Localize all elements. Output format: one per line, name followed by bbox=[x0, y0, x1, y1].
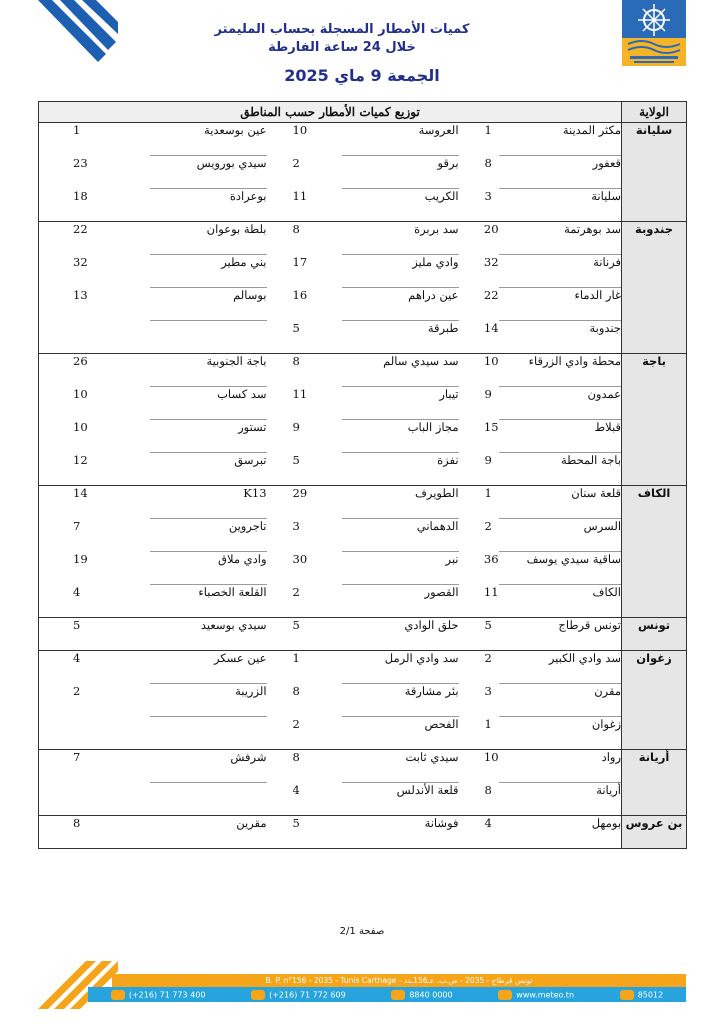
station-name: زغوان bbox=[499, 717, 622, 750]
station-name: السرس bbox=[499, 519, 622, 552]
station-name: قبلاط bbox=[499, 420, 622, 453]
station-name: قلعة الأندلس bbox=[342, 783, 459, 816]
table-row bbox=[39, 585, 687, 618]
station-name: الفحص bbox=[342, 717, 459, 750]
station-name: نبر bbox=[342, 552, 459, 585]
station-name: فوشانة bbox=[342, 816, 459, 849]
table-row bbox=[39, 552, 687, 585]
station-name: K13 bbox=[150, 486, 267, 519]
governorate-cell: أريانة bbox=[622, 750, 687, 816]
station-name: ساقية سيدي يوسف bbox=[499, 552, 622, 585]
rainfall-value: 4 bbox=[39, 651, 150, 684]
footer-phone2: (+216) 71 772 609 bbox=[251, 990, 346, 1000]
phone-icon bbox=[111, 990, 125, 1000]
report-date: الجمعة 9 ماي 2025 bbox=[284, 66, 440, 85]
rainfall-value: 4 bbox=[459, 816, 499, 849]
rainfall-value: 14 bbox=[39, 486, 150, 519]
rainfall-value: 19 bbox=[39, 552, 150, 585]
rainfall-value bbox=[39, 783, 150, 816]
station-name: رواد bbox=[499, 750, 622, 783]
table-row bbox=[39, 189, 687, 222]
footer-fax: 85012 bbox=[620, 990, 663, 1000]
rainfall-value: 2 bbox=[39, 684, 150, 717]
station-name: الزريبة bbox=[150, 684, 267, 717]
table-row bbox=[39, 420, 687, 453]
station-name: سد وادي الكبير bbox=[499, 651, 622, 684]
rainfall-value: 7 bbox=[39, 519, 150, 552]
page-number: صفحة 2/1 bbox=[339, 926, 385, 937]
rainfall-value: 8 bbox=[292, 750, 300, 764]
station-name: قعفور bbox=[499, 156, 622, 189]
rainfall-value: 10 bbox=[483, 750, 499, 764]
table-row bbox=[39, 717, 687, 750]
rainfall-value: 5 bbox=[267, 321, 342, 354]
report-title: كميات الأمطار المسجلة بحساب المليمتر bbox=[214, 22, 470, 37]
station-name: بئر مشارقة bbox=[342, 684, 459, 717]
governorate-cell: جندوبة bbox=[622, 222, 687, 354]
table-row bbox=[39, 618, 687, 651]
station-name: باجة الجنوبية bbox=[150, 354, 267, 387]
table-header-row bbox=[39, 102, 687, 123]
rainfall-value: 13 bbox=[39, 288, 150, 321]
footer-website[interactable]: www.meteo.tn bbox=[498, 990, 574, 1000]
station-name: فرنانة bbox=[499, 255, 622, 288]
rainfall-value: 2 bbox=[267, 585, 342, 618]
station-name: القلعة الخصباء bbox=[150, 585, 267, 618]
rainfall-value: 8 bbox=[484, 155, 492, 170]
station-name: أريانة bbox=[499, 783, 622, 816]
phone-icon bbox=[251, 990, 265, 1000]
institute-logo bbox=[622, 0, 686, 66]
rainfall-value: 8 bbox=[292, 222, 300, 236]
rainfall-value: 5 bbox=[267, 453, 342, 486]
table-row bbox=[39, 255, 687, 288]
rainfall-value: 20 bbox=[483, 222, 499, 236]
station-name: بومهل bbox=[499, 816, 622, 849]
rainfall-value: 11 bbox=[459, 585, 499, 618]
station-name: سيدي بورويس bbox=[150, 156, 267, 189]
footer-contacts bbox=[88, 987, 686, 1002]
rainfall-value: 8 bbox=[459, 783, 499, 816]
station-name: تاجروين bbox=[150, 519, 267, 552]
rainfall-value: 12 bbox=[39, 453, 150, 486]
phone-icon bbox=[391, 990, 405, 1000]
rainfall-value: 26 bbox=[39, 354, 150, 387]
station-name: شرفش bbox=[150, 750, 267, 783]
rainfall-value: 4 bbox=[39, 585, 150, 618]
table-row bbox=[39, 321, 687, 354]
rainfall-value bbox=[39, 321, 150, 354]
station-name: الكريب bbox=[342, 189, 459, 222]
station-name: سيدي بوسعيد bbox=[150, 618, 267, 651]
station-name: نفزة bbox=[342, 453, 459, 486]
station-name: مقرن bbox=[499, 684, 622, 717]
table-row bbox=[39, 354, 687, 387]
rainfall-value: 1 bbox=[459, 717, 499, 750]
rainfall-value: 7 bbox=[39, 750, 150, 783]
station-name: الدهماني bbox=[342, 519, 459, 552]
station-name: محطة وادي الزرقاء bbox=[499, 354, 622, 387]
rainfall-value: 1 bbox=[39, 123, 150, 156]
rainfall-value: 14 bbox=[459, 321, 499, 354]
rainfall-value: 2 bbox=[292, 155, 300, 170]
rainfall-value: 2 bbox=[484, 651, 492, 665]
table-row bbox=[39, 750, 687, 783]
table-body bbox=[39, 123, 687, 849]
governorate-cell: تونس bbox=[622, 618, 687, 651]
table-row bbox=[39, 519, 687, 552]
rainfall-value: 9 bbox=[292, 419, 300, 434]
rainfall-value: 5 bbox=[267, 618, 342, 651]
station-name bbox=[150, 783, 267, 816]
governorate-cell: سليانة bbox=[622, 123, 687, 222]
rainfall-value: 16 bbox=[292, 287, 308, 302]
rainfall-value: 32 bbox=[39, 255, 150, 288]
governorate-header: الولاية bbox=[622, 102, 687, 123]
rainfall-value: 10 bbox=[39, 420, 150, 453]
table-row bbox=[39, 486, 687, 519]
rainfall-value: 5 bbox=[267, 816, 342, 849]
station-name: الطويرف bbox=[342, 486, 459, 519]
rainfall-value: 9 bbox=[459, 453, 499, 486]
station-name: بلطة بوعوان bbox=[150, 222, 267, 255]
report-subtitle: خلال 24 ساعة الفارطة bbox=[268, 40, 416, 55]
station-name: مجاز الباب bbox=[342, 420, 459, 453]
footer-phone3: 8840 0000 bbox=[391, 990, 452, 1000]
station-name: سد كساب bbox=[150, 387, 267, 420]
station-name: وادي مليز bbox=[342, 255, 459, 288]
station-name: بني مطير bbox=[150, 255, 267, 288]
station-name: تيبار bbox=[342, 387, 459, 420]
station-name: طبرقة bbox=[342, 321, 459, 354]
rainfall-value: 36 bbox=[483, 551, 499, 566]
rainfall-value: 8 bbox=[292, 683, 300, 698]
distribution-header: توزيع كميات الأمطار حسب المناطق bbox=[39, 102, 622, 123]
station-name: تبرسق bbox=[150, 453, 267, 486]
station-name: جندوبة bbox=[499, 321, 622, 354]
table-row bbox=[39, 156, 687, 189]
station-name: سد وادي الرمل bbox=[342, 651, 459, 684]
rainfall-value: 2 bbox=[484, 518, 492, 533]
table-row bbox=[39, 816, 687, 849]
footer-phone1: (+216) 71 773 400 bbox=[111, 990, 206, 1000]
rainfall-value: 18 bbox=[39, 189, 150, 222]
station-name: عين بوسعدية bbox=[150, 123, 267, 156]
governorate-cell: الكاف bbox=[622, 486, 687, 618]
rainfall-value: 10 bbox=[292, 123, 308, 137]
rainfall-value: 1 bbox=[484, 486, 492, 500]
rainfall-value: 23 bbox=[39, 156, 150, 189]
rainfall-value: 3 bbox=[459, 189, 499, 222]
rainfall-value: 2 bbox=[267, 717, 342, 750]
table-row bbox=[39, 651, 687, 684]
station-name: القصور bbox=[342, 585, 459, 618]
rainfall-value: 17 bbox=[292, 254, 308, 269]
rainfall-value: 22 bbox=[483, 287, 499, 302]
station-name: تستور bbox=[150, 420, 267, 453]
rainfall-value: 8 bbox=[39, 816, 150, 849]
decorative-stripes bbox=[38, 0, 118, 66]
rainfall-value: 30 bbox=[292, 551, 308, 566]
station-name: مكثر المدينة bbox=[499, 123, 622, 156]
station-name: العروسة bbox=[342, 123, 459, 156]
station-name: بوسالم bbox=[150, 288, 267, 321]
station-name: قلعة سنان bbox=[499, 486, 622, 519]
rainfall-value bbox=[39, 717, 150, 750]
station-name: الكاف bbox=[499, 585, 622, 618]
station-name: عين دراهم bbox=[342, 288, 459, 321]
table-row bbox=[39, 387, 687, 420]
rainfall-value: 4 bbox=[267, 783, 342, 816]
rainfall-value: 3 bbox=[484, 683, 492, 698]
rainfall-value: 22 bbox=[39, 222, 150, 255]
station-name: عمدون bbox=[499, 387, 622, 420]
table-row bbox=[39, 684, 687, 717]
station-name: تونس قرطاج bbox=[499, 618, 622, 651]
rainfall-value: 11 bbox=[292, 386, 308, 401]
table-row bbox=[39, 222, 687, 255]
rainfall-value: 10 bbox=[39, 387, 150, 420]
governorate-cell: بن عروس bbox=[622, 816, 687, 849]
station-name: سليانة bbox=[499, 189, 622, 222]
footer-address: B. P. n°156 - 2035 - Tunis Carthage - تونس قرطاج - 2035 - ص.ب. عـ156ـدد bbox=[112, 974, 686, 987]
governorate-cell: باجة bbox=[622, 354, 687, 486]
governorate-cell: زغوان bbox=[622, 651, 687, 750]
globe-icon bbox=[498, 990, 512, 1000]
table-row bbox=[39, 123, 687, 156]
station-name: برقو bbox=[342, 156, 459, 189]
table-row bbox=[39, 783, 687, 816]
rainfall-value: 15 bbox=[483, 419, 499, 434]
station-name: وادي ملاق bbox=[150, 552, 267, 585]
station-name: مقرين bbox=[150, 816, 267, 849]
station-name: غار الدماء bbox=[499, 288, 622, 321]
station-name: بوعرادة bbox=[150, 189, 267, 222]
station-name: باجة المحطة bbox=[499, 453, 622, 486]
rainfall-value: 32 bbox=[483, 254, 499, 269]
station-name: حلق الوادي bbox=[342, 618, 459, 651]
rainfall-table bbox=[38, 101, 687, 849]
rainfall-value: 8 bbox=[292, 354, 300, 368]
station-name bbox=[150, 717, 267, 750]
table-row bbox=[39, 453, 687, 486]
station-name: سيدي ثابت bbox=[342, 750, 459, 783]
rainfall-value: 11 bbox=[267, 189, 342, 222]
rainfall-value: 1 bbox=[484, 123, 492, 137]
station-name: سد سيدي سالم bbox=[342, 354, 459, 387]
fax-icon bbox=[620, 990, 634, 1000]
rainfall-value: 29 bbox=[292, 486, 308, 500]
table-row bbox=[39, 288, 687, 321]
station-name: عين عسكر bbox=[150, 651, 267, 684]
rainfall-value: 1 bbox=[292, 651, 300, 665]
rainfall-value: 3 bbox=[292, 518, 300, 533]
rainfall-value: 9 bbox=[484, 386, 492, 401]
station-name: سد بوهرتمة bbox=[499, 222, 622, 255]
rainfall-value: 5 bbox=[39, 618, 150, 651]
station-name bbox=[150, 321, 267, 354]
station-name: سد بربرة bbox=[342, 222, 459, 255]
rainfall-value: 5 bbox=[459, 618, 499, 651]
rainfall-value: 10 bbox=[483, 354, 499, 368]
